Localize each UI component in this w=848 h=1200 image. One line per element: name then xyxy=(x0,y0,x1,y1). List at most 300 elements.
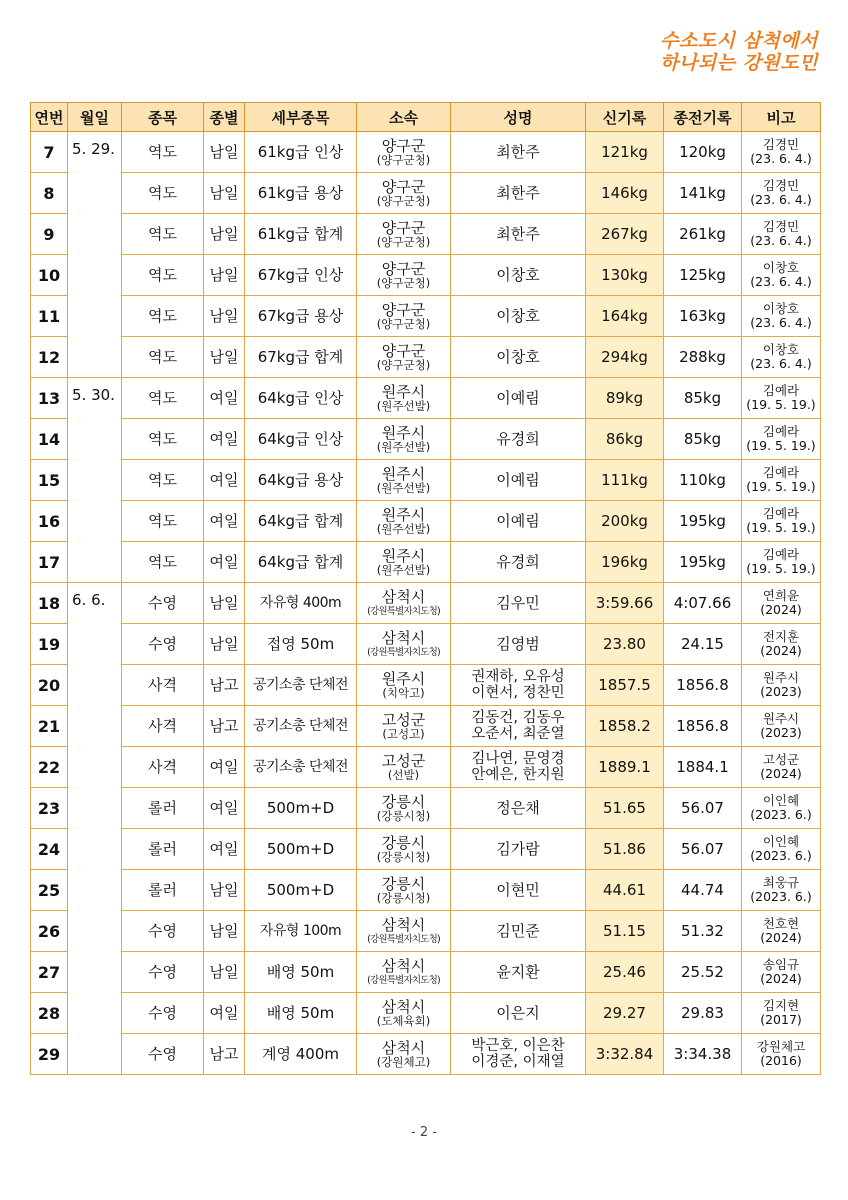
note-holder: 천호현 xyxy=(762,916,800,931)
cell-event: 역도 xyxy=(122,542,204,583)
cell-category: 남일 xyxy=(204,870,245,911)
cell-previous-record: 3:34.38 xyxy=(664,1034,742,1075)
cell-detail: 64kg급 용상 xyxy=(245,460,357,501)
cell-affiliation xyxy=(357,911,451,952)
cell-new-record: 111kg xyxy=(586,460,664,501)
cell-no: 21 xyxy=(31,706,68,747)
cell-note xyxy=(742,1034,821,1075)
note-date: (2023. 6.) xyxy=(750,807,812,822)
cell-no: 9 xyxy=(31,214,68,255)
table-row xyxy=(31,706,821,747)
cell-detail: 500m+D xyxy=(245,829,357,870)
table-row xyxy=(31,419,821,460)
affiliation-main: 강릉시 xyxy=(381,792,426,811)
cell-name: 이창호 xyxy=(451,255,586,296)
cell-name xyxy=(451,747,586,788)
note-holder: 강원체고 xyxy=(756,1039,806,1054)
note-date: (19. 5. 19.) xyxy=(746,479,816,494)
cell-name: 이현민 xyxy=(451,870,586,911)
cell-no: 19 xyxy=(31,624,68,665)
affiliation-sub: (양구군청) xyxy=(376,152,431,167)
cell-event: 롤러 xyxy=(122,870,204,911)
cell-name: 최한주 xyxy=(451,173,586,214)
cell-event: 사격 xyxy=(122,747,204,788)
cell-no: 18 xyxy=(31,583,68,624)
note-date: (2024) xyxy=(760,971,802,986)
cell-event: 사격 xyxy=(122,665,204,706)
affiliation-sub: (양구군청) xyxy=(376,357,431,372)
note-date: (23. 6. 4.) xyxy=(750,233,812,248)
cell-affiliation xyxy=(357,132,451,173)
affiliation-sub: (원주선발) xyxy=(376,398,431,413)
note-holder: 고성군 xyxy=(762,752,800,767)
cell-detail: 64kg급 합계 xyxy=(245,501,357,542)
cell-name: 이은지 xyxy=(451,993,586,1034)
slogan-line-2: 하나되는 강원도민 xyxy=(660,52,818,74)
affiliation-sub: (강릉시청) xyxy=(376,890,431,905)
cell-detail: 500m+D xyxy=(245,870,357,911)
cell-name: 최한주 xyxy=(451,132,586,173)
affiliation-main: 강릉시 xyxy=(381,833,426,852)
table-row xyxy=(31,132,821,173)
table-row xyxy=(31,255,821,296)
cell-new-record: 3:59.66 xyxy=(586,583,664,624)
cell-affiliation xyxy=(357,419,451,460)
cell-affiliation xyxy=(357,1034,451,1075)
cell-affiliation xyxy=(357,460,451,501)
cell-previous-record: 163kg xyxy=(664,296,742,337)
cell-detail: 67kg급 용상 xyxy=(245,296,357,337)
table-header-row xyxy=(31,103,821,132)
cell-category: 남고 xyxy=(204,1034,245,1075)
cell-affiliation xyxy=(357,378,451,419)
cell-name: 김영범 xyxy=(451,624,586,665)
cell-no: 22 xyxy=(31,747,68,788)
cell-no: 12 xyxy=(31,337,68,378)
note-date: (19. 5. 19.) xyxy=(746,438,816,453)
cell-new-record: 1858.2 xyxy=(586,706,664,747)
note-date: (23. 6. 4.) xyxy=(750,315,812,330)
cell-no: 16 xyxy=(31,501,68,542)
affiliation-main: 양구군 xyxy=(381,177,426,196)
affiliation-main: 원주시 xyxy=(381,423,426,442)
cell-no: 17 xyxy=(31,542,68,583)
note-date: (2023. 6.) xyxy=(750,848,812,863)
affiliation-main: 고성군 xyxy=(381,751,426,770)
cell-previous-record: 56.07 xyxy=(664,788,742,829)
cell-note xyxy=(742,255,821,296)
cell-previous-record: 261kg xyxy=(664,214,742,255)
cell-no: 29 xyxy=(31,1034,68,1075)
cell-new-record: 51.15 xyxy=(586,911,664,952)
cell-detail: 67kg급 인상 xyxy=(245,255,357,296)
cell-detail: 61kg급 용상 xyxy=(245,173,357,214)
cell-note xyxy=(742,542,821,583)
cell-detail: 67kg급 합계 xyxy=(245,337,357,378)
note-holder: 김경민 xyxy=(762,178,800,193)
affiliation-main: 원주시 xyxy=(381,546,426,565)
cell-event: 수영 xyxy=(122,952,204,993)
cell-previous-record: 56.07 xyxy=(664,829,742,870)
affiliation-main: 양구군 xyxy=(381,218,426,237)
cell-note xyxy=(742,870,821,911)
affiliation-main: 삼척시 xyxy=(381,956,426,975)
affiliation-sub: (양구군청) xyxy=(376,275,431,290)
cell-affiliation xyxy=(357,501,451,542)
cell-event: 역도 xyxy=(122,214,204,255)
affiliation-main: 삼척시 xyxy=(381,587,426,606)
cell-previous-record: 120kg xyxy=(664,132,742,173)
note-holder: 김예라 xyxy=(762,547,800,562)
cell-previous-record: 195kg xyxy=(664,501,742,542)
table-row xyxy=(31,378,821,419)
cell-note xyxy=(742,788,821,829)
note-date: (23. 6. 4.) xyxy=(750,274,812,289)
affiliation-main: 양구군 xyxy=(381,136,426,155)
cell-new-record: 1857.5 xyxy=(586,665,664,706)
cell-new-record: 164kg xyxy=(586,296,664,337)
affiliation-main: 삼척시 xyxy=(381,628,426,647)
cell-category: 여일 xyxy=(204,501,245,542)
cell-category: 남일 xyxy=(204,255,245,296)
cell-detail: 접영 50m xyxy=(245,624,357,665)
cell-detail: 64kg급 인상 xyxy=(245,419,357,460)
note-holder: 이창호 xyxy=(762,342,800,357)
note-holder: 김예라 xyxy=(762,465,800,480)
cell-previous-record: 44.74 xyxy=(664,870,742,911)
cell-no: 25 xyxy=(31,870,68,911)
cell-no: 10 xyxy=(31,255,68,296)
note-holder: 김예라 xyxy=(762,506,800,521)
table-row xyxy=(31,583,821,624)
note-date: (23. 6. 4.) xyxy=(750,356,812,371)
cell-previous-record: 125kg xyxy=(664,255,742,296)
cell-new-record: 146kg xyxy=(586,173,664,214)
note-holder: 김경민 xyxy=(762,219,800,234)
table-row xyxy=(31,173,821,214)
note-holder: 이인혜 xyxy=(762,793,800,808)
cell-note xyxy=(742,952,821,993)
table-row xyxy=(31,501,821,542)
cell-name: 이창호 xyxy=(451,296,586,337)
cell-affiliation xyxy=(357,173,451,214)
cell-category: 남고 xyxy=(204,706,245,747)
cell-no: 27 xyxy=(31,952,68,993)
cell-no: 15 xyxy=(31,460,68,501)
table-row xyxy=(31,870,821,911)
cell-new-record: 196kg xyxy=(586,542,664,583)
cell-previous-record: 1856.8 xyxy=(664,665,742,706)
cell-event: 롤러 xyxy=(122,788,204,829)
cell-previous-record: 4:07.66 xyxy=(664,583,742,624)
cell-category: 남일 xyxy=(204,173,245,214)
team-names-line-2: 안예은, 한지원 xyxy=(471,767,565,783)
affiliation-main: 삼척시 xyxy=(381,997,426,1016)
cell-category: 남일 xyxy=(204,624,245,665)
note-date: (2023) xyxy=(760,684,802,699)
cell-name: 김민준 xyxy=(451,911,586,952)
cell-note xyxy=(742,214,821,255)
cell-previous-record: 288kg xyxy=(664,337,742,378)
cell-note xyxy=(742,378,821,419)
cell-name: 유경희 xyxy=(451,419,586,460)
cell-event: 역도 xyxy=(122,501,204,542)
cell-note xyxy=(742,296,821,337)
cell-affiliation xyxy=(357,706,451,747)
cell-previous-record: 110kg xyxy=(664,460,742,501)
cell-detail: 배영 50m xyxy=(245,993,357,1034)
cell-name: 윤지환 xyxy=(451,952,586,993)
cell-new-record: 1889.1 xyxy=(586,747,664,788)
header-affiliation: 소속 xyxy=(357,103,451,132)
affiliation-sub: (고성고) xyxy=(382,726,425,741)
cell-name: 유경희 xyxy=(451,542,586,583)
affiliation-main: 고성군 xyxy=(381,710,426,729)
cell-previous-record: 85kg xyxy=(664,378,742,419)
note-date: (2024) xyxy=(760,643,802,658)
cell-no: 23 xyxy=(31,788,68,829)
cell-detail: 공기소총 단체전 xyxy=(245,706,357,747)
cell-detail: 배영 50m xyxy=(245,952,357,993)
cell-detail: 61kg급 합계 xyxy=(245,214,357,255)
table-row xyxy=(31,665,821,706)
cell-note xyxy=(742,747,821,788)
cell-category: 여일 xyxy=(204,747,245,788)
cell-previous-record: 25.52 xyxy=(664,952,742,993)
cell-event: 수영 xyxy=(122,993,204,1034)
cell-previous-record: 24.15 xyxy=(664,624,742,665)
table-row xyxy=(31,624,821,665)
header-category: 종별 xyxy=(204,103,245,132)
cell-affiliation xyxy=(357,788,451,829)
cell-note xyxy=(742,911,821,952)
cell-event: 사격 xyxy=(122,706,204,747)
cell-category: 여일 xyxy=(204,829,245,870)
note-date: (23. 6. 4.) xyxy=(750,192,812,207)
cell-name xyxy=(451,706,586,747)
cell-new-record: 130kg xyxy=(586,255,664,296)
cell-note xyxy=(742,829,821,870)
affiliation-sub: (강원특별자치도청) xyxy=(367,605,440,617)
affiliation-sub: (강원체고) xyxy=(376,1054,431,1069)
note-holder: 김지현 xyxy=(762,998,800,1013)
table-row xyxy=(31,993,821,1034)
cell-name xyxy=(451,1034,586,1075)
note-date: (23. 6. 4.) xyxy=(750,151,812,166)
cell-name: 이예림 xyxy=(451,501,586,542)
cell-new-record: 25.46 xyxy=(586,952,664,993)
cell-detail: 자유형 100m xyxy=(245,911,357,952)
table-row xyxy=(31,747,821,788)
note-holder: 전지훈 xyxy=(762,629,800,644)
affiliation-sub: (양구군청) xyxy=(376,234,431,249)
cell-new-record: 23.80 xyxy=(586,624,664,665)
header-note: 비고 xyxy=(742,103,821,132)
cell-affiliation xyxy=(357,214,451,255)
cell-new-record: 121kg xyxy=(586,132,664,173)
cell-event: 수영 xyxy=(122,583,204,624)
cell-event: 역도 xyxy=(122,460,204,501)
cell-affiliation xyxy=(357,624,451,665)
affiliation-sub: (원주선발) xyxy=(376,562,431,577)
cell-new-record: 200kg xyxy=(586,501,664,542)
table-row xyxy=(31,788,821,829)
cell-detail: 61kg급 인상 xyxy=(245,132,357,173)
affiliation-sub: (선발) xyxy=(387,767,420,782)
cell-no: 13 xyxy=(31,378,68,419)
affiliation-main: 원주시 xyxy=(381,669,426,688)
cell-category: 여일 xyxy=(204,378,245,419)
cell-no: 8 xyxy=(31,173,68,214)
note-holder: 이창호 xyxy=(762,260,800,275)
cell-category: 남고 xyxy=(204,665,245,706)
affiliation-main: 원주시 xyxy=(381,464,426,483)
table-row xyxy=(31,460,821,501)
table-row xyxy=(31,911,821,952)
header-detail: 세부종목 xyxy=(245,103,357,132)
affiliation-sub: (강릉시청) xyxy=(376,808,431,823)
table-row xyxy=(31,337,821,378)
cell-category: 여일 xyxy=(204,419,245,460)
note-holder: 이인혜 xyxy=(762,834,800,849)
cell-affiliation xyxy=(357,665,451,706)
table-row xyxy=(31,214,821,255)
cell-affiliation xyxy=(357,952,451,993)
note-date: (2016) xyxy=(760,1053,802,1068)
cell-new-record: 51.65 xyxy=(586,788,664,829)
cell-affiliation xyxy=(357,747,451,788)
cell-category: 여일 xyxy=(204,460,245,501)
cell-new-record: 3:32.84 xyxy=(586,1034,664,1075)
affiliation-sub: (치악고) xyxy=(382,685,425,700)
note-holder: 김예라 xyxy=(762,424,800,439)
table-row xyxy=(31,542,821,583)
note-date: (2023. 6.) xyxy=(750,889,812,904)
cell-detail: 계영 400m xyxy=(245,1034,357,1075)
cell-note xyxy=(742,583,821,624)
cell-affiliation xyxy=(357,870,451,911)
page-number: - 2 - xyxy=(411,1125,437,1140)
cell-event: 역도 xyxy=(122,378,204,419)
cell-category: 남일 xyxy=(204,132,245,173)
cell-note xyxy=(742,624,821,665)
table-row xyxy=(31,296,821,337)
cell-new-record: 294kg xyxy=(586,337,664,378)
cell-previous-record: 85kg xyxy=(664,419,742,460)
cell-previous-record: 195kg xyxy=(664,542,742,583)
cell-name: 최한주 xyxy=(451,214,586,255)
header-date: 월일 xyxy=(68,103,122,132)
affiliation-main: 원주시 xyxy=(381,505,426,524)
cell-no: 11 xyxy=(31,296,68,337)
cell-name: 이예림 xyxy=(451,460,586,501)
cell-category: 여일 xyxy=(204,788,245,829)
cell-detail: 500m+D xyxy=(245,788,357,829)
cell-category: 남일 xyxy=(204,337,245,378)
cell-note xyxy=(742,665,821,706)
cell-note xyxy=(742,337,821,378)
cell-name: 이창호 xyxy=(451,337,586,378)
cell-detail: 공기소총 단체전 xyxy=(245,665,357,706)
slogan xyxy=(660,30,818,74)
note-date: (19. 5. 19.) xyxy=(746,397,816,412)
cell-event: 역도 xyxy=(122,337,204,378)
affiliation-main: 강릉시 xyxy=(381,874,426,893)
note-holder: 김예라 xyxy=(762,383,800,398)
cell-new-record: 44.61 xyxy=(586,870,664,911)
cell-affiliation xyxy=(357,542,451,583)
affiliation-main: 양구군 xyxy=(381,341,426,360)
cell-category: 여일 xyxy=(204,542,245,583)
cell-no: 26 xyxy=(31,911,68,952)
cell-affiliation xyxy=(357,337,451,378)
cell-detail: 64kg급 인상 xyxy=(245,378,357,419)
cell-affiliation xyxy=(357,993,451,1034)
note-holder: 송임규 xyxy=(762,957,800,972)
note-date: (2023) xyxy=(760,725,802,740)
affiliation-sub: (양구군청) xyxy=(376,316,431,331)
cell-previous-record: 29.83 xyxy=(664,993,742,1034)
cell-previous-record: 1884.1 xyxy=(664,747,742,788)
affiliation-main: 원주시 xyxy=(381,382,426,401)
affiliation-sub: (원주선발) xyxy=(376,521,431,536)
slogan-line-1: 수소도시 삼척에서 xyxy=(660,30,818,52)
cell-affiliation xyxy=(357,583,451,624)
cell-name xyxy=(451,665,586,706)
team-names-line-2: 이현서, 정찬민 xyxy=(471,685,565,701)
cell-event: 수영 xyxy=(122,624,204,665)
table-row xyxy=(31,1034,821,1075)
cell-date: 6. 6. xyxy=(68,583,122,1075)
cell-no: 28 xyxy=(31,993,68,1034)
table-row xyxy=(31,952,821,993)
note-holder: 김경민 xyxy=(762,137,800,152)
cell-note xyxy=(742,706,821,747)
cell-note xyxy=(742,419,821,460)
cell-no: 7 xyxy=(31,132,68,173)
cell-note xyxy=(742,173,821,214)
cell-event: 수영 xyxy=(122,911,204,952)
header-no: 연번 xyxy=(31,103,68,132)
affiliation-main: 삼척시 xyxy=(381,915,426,934)
team-names-line-1: 권재하, 오유성 xyxy=(471,669,565,685)
cell-event: 역도 xyxy=(122,132,204,173)
affiliation-main: 양구군 xyxy=(381,259,426,278)
cell-previous-record: 141kg xyxy=(664,173,742,214)
table-row xyxy=(31,829,821,870)
header-event: 종목 xyxy=(122,103,204,132)
cell-date: 5. 29. xyxy=(68,132,122,378)
header-new-record: 신기록 xyxy=(586,103,664,132)
affiliation-sub: (원주선발) xyxy=(376,480,431,495)
affiliation-sub: (양구군청) xyxy=(376,193,431,208)
cell-name: 정은채 xyxy=(451,788,586,829)
note-holder: 최웅규 xyxy=(762,875,800,890)
affiliation-sub: (원주선발) xyxy=(376,439,431,454)
team-names-line-1: 박근호, 이은찬 xyxy=(471,1038,565,1054)
team-names-line-2: 이경준, 이재열 xyxy=(471,1054,565,1070)
cell-affiliation xyxy=(357,829,451,870)
affiliation-main: 양구군 xyxy=(381,300,426,319)
cell-category: 여일 xyxy=(204,993,245,1034)
cell-note xyxy=(742,132,821,173)
note-date: (19. 5. 19.) xyxy=(746,561,816,576)
cell-no: 20 xyxy=(31,665,68,706)
cell-category: 남일 xyxy=(204,952,245,993)
cell-new-record: 86kg xyxy=(586,419,664,460)
cell-event: 역도 xyxy=(122,255,204,296)
note-date: (2024) xyxy=(760,766,802,781)
